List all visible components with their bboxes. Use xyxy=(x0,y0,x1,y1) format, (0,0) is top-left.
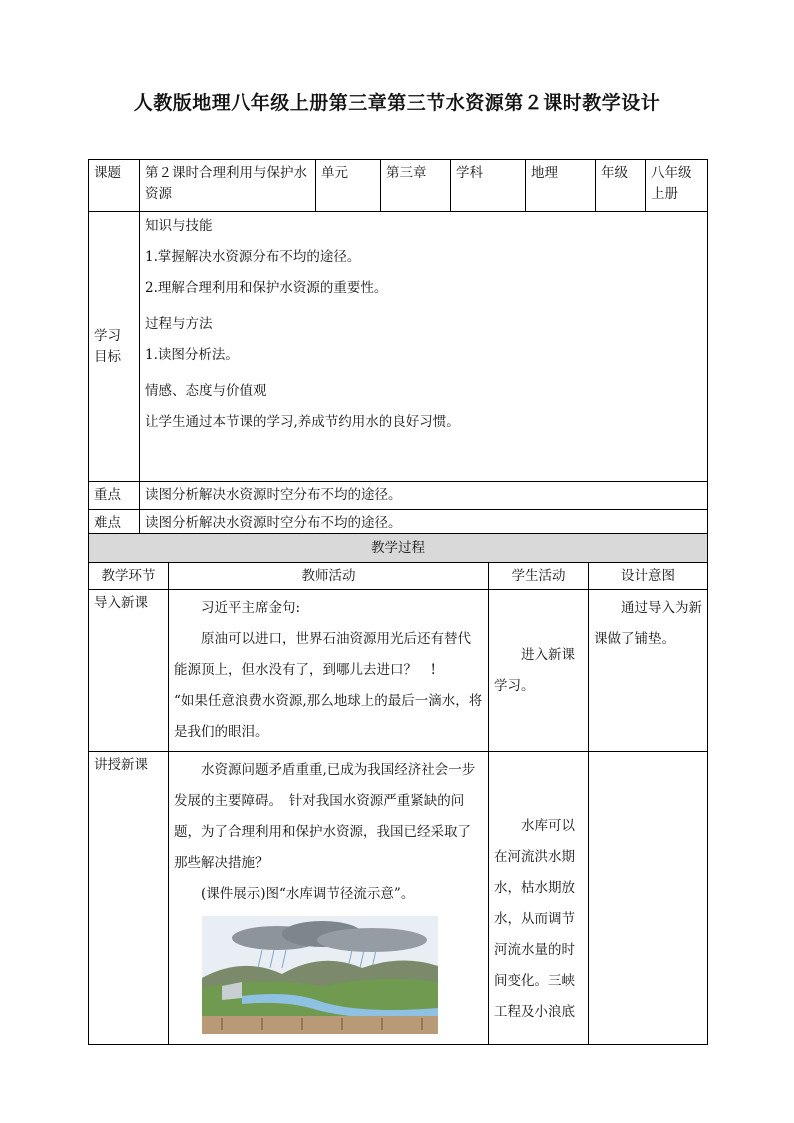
objectives-content xyxy=(140,212,708,482)
new-stage: 讲授新课 xyxy=(89,752,169,1045)
new-intent xyxy=(589,752,708,1045)
new-student: 水库可以在河流洪水期水，枯水期放水，从而调节河流水量的时间变化。三峡工程及小浪底 xyxy=(494,818,575,1020)
emotion-title: 情感、态度与价值观 xyxy=(145,383,267,399)
emotion-item-1: 让学生通过本节课的学习,养成节约用水的良好习惯。 xyxy=(145,414,460,430)
lesson-info-table xyxy=(88,159,708,538)
knowledge-item-1: 1.掌握解决水资源分布不均的途径。 xyxy=(145,249,361,265)
teaching-process-table xyxy=(88,533,708,1045)
process-item-1: 1.读图分析法。 xyxy=(145,347,239,363)
intro-intent: 通过导入为新课做了铺垫。 xyxy=(594,600,702,647)
process-title: 教学过程 xyxy=(89,534,708,563)
topic-value: 第２课时合理利用与保护水资源 xyxy=(140,160,316,212)
process-title: 过程与方法 xyxy=(145,316,213,332)
key-point-label: 重点 xyxy=(89,482,140,510)
header-intent: 设计意图 xyxy=(589,563,708,590)
intro-student: 进入新课学习。 xyxy=(494,646,575,694)
objectives-label: 学习目标 xyxy=(89,212,140,482)
difficult-point-label: 难点 xyxy=(89,510,140,538)
key-point-value: 读图分析解决水资源时空分布不均的途径。 xyxy=(140,482,708,510)
subject-value: 地理 xyxy=(526,160,596,212)
unit-label: 单元 xyxy=(316,160,381,212)
new-teacher-line-2: (课件展示)图“水库调节径流示意”。 xyxy=(201,886,415,902)
subject-label: 学科 xyxy=(451,160,526,212)
intro-teacher xyxy=(169,590,489,752)
reservoir-runoff-diagram xyxy=(202,916,438,1034)
intro-teacher-line-1: 习近平主席金句: xyxy=(201,600,301,616)
header-student: 学生活动 xyxy=(489,563,589,590)
intro-teacher-line-3: “如果任意浪费水资源,那么地球上的最后一滴水，将是我们的眼泪。 xyxy=(174,693,483,740)
grade-label: 年级 xyxy=(596,160,646,212)
header-teacher: 教师活动 xyxy=(169,563,489,590)
unit-value: 第三章 xyxy=(381,160,451,212)
new-teacher-line-1: 水资源问题矛盾重重,已成为我国经济社会一步发展的主要障碍。 针对我国水资源严重紧缺的问题，为了合理利用和保护水资源，我国已经采取了那些解决措施？ xyxy=(174,762,476,871)
intro-stage: 导入新课 xyxy=(89,590,169,752)
intro-teacher-line-2: 原油可以进口，世界石油资源用光后还有替代能源顶上，但水没有了，到哪儿去进口？ ! xyxy=(174,631,471,678)
new-teacher xyxy=(169,752,489,1045)
header-stage: 教学环节 xyxy=(89,563,169,590)
knowledge-title: 知识与技能 xyxy=(145,218,213,234)
knowledge-item-2: 2.理解合理利用和保护水资源的重要性。 xyxy=(145,280,388,296)
grade-value: 八年级上册 xyxy=(646,160,708,212)
page-title: 人教版地理八年级上册第三章第三节水资源第２课时教学设计 xyxy=(133,92,661,114)
difficult-point-value: 读图分析解决水资源时空分布不均的途径。 xyxy=(140,510,708,538)
topic-label: 课题 xyxy=(89,160,140,212)
